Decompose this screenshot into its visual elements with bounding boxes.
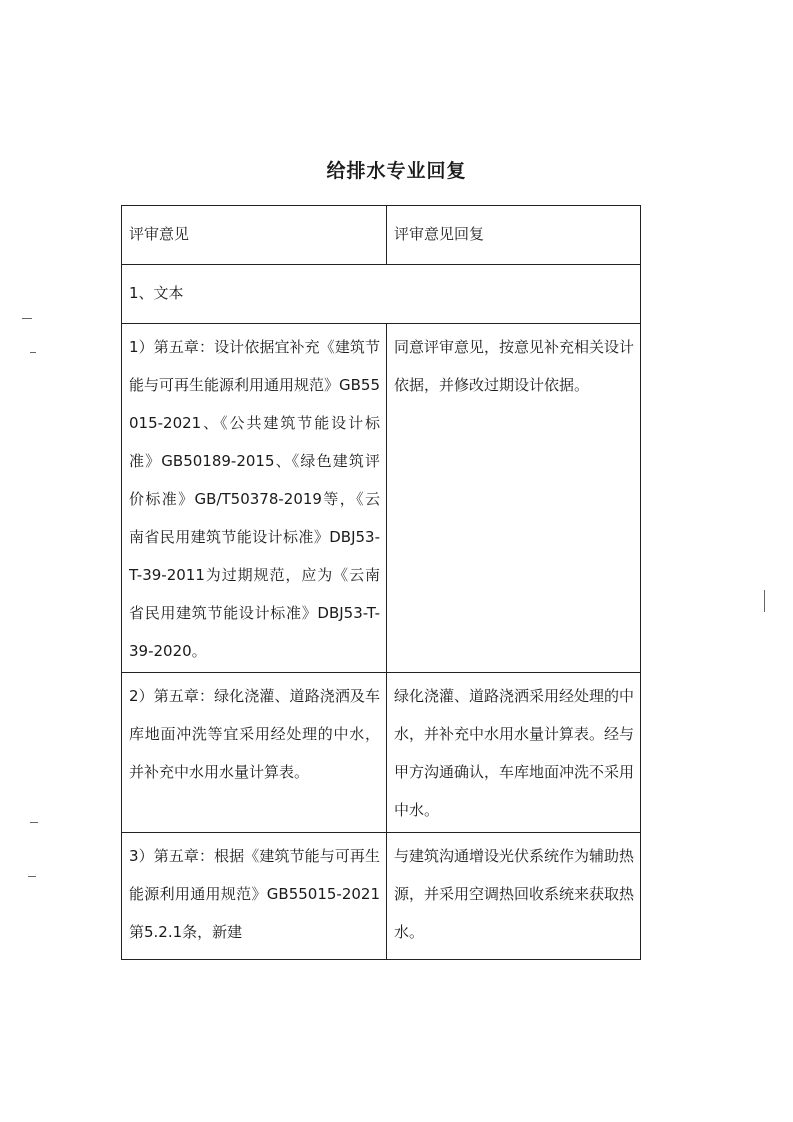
scan-mark (30, 352, 36, 353)
scan-mark (30, 822, 38, 823)
section-label: 1、文本 (122, 265, 641, 324)
opinion-cell: 1）第五章：设计依据宜补充《建筑节能与可再生能源利用通用规范》GB55015-2021、《公共建筑节能设计标准》GB50189-2015、《绿色建筑评价标准》GB/T50378-2019等，《云南省民用建筑节能设计标准》DBJ53-T-39-2011为过期规范，应为《云南省民用建筑节能设计标准》DBJ53-T-39-2020。 (122, 324, 387, 673)
table-row (122, 673, 641, 833)
table-row (122, 833, 641, 960)
header-reply: 评审意见回复 (387, 206, 641, 265)
page-title: 给排水专业回复 (326, 160, 467, 182)
reply-cell: 绿化浇灌、道路浇洒采用经处理的中水，并补充中水用水量计算表。经与甲方沟通确认，车库地面冲洗不采用中水。 (387, 673, 641, 833)
reply-cell: 同意评审意见，按意见补充相关设计依据，并修改过期设计依据。 (387, 324, 641, 673)
review-table (121, 205, 641, 960)
opinion-cell: 3）第五章：根据《建筑节能与可再生能源利用通用规范》GB55015-2021第5.2.1条，新建 (122, 833, 387, 960)
scan-mark (764, 590, 765, 612)
reply-cell: 与建筑沟通增设光伏系统作为辅助热源，并采用空调热回收系统来获取热水。 (387, 833, 641, 960)
table-header-row (122, 206, 641, 265)
scan-mark (28, 876, 36, 877)
header-opinion: 评审意见 (122, 206, 387, 265)
section-row (122, 265, 641, 324)
scan-mark (22, 318, 32, 319)
opinion-cell: 2）第五章：绿化浇灌、道路浇洒及车库地面冲洗等宜采用经处理的中水，并补充中水用水量计算表。 (122, 673, 387, 833)
table-row (122, 324, 641, 673)
